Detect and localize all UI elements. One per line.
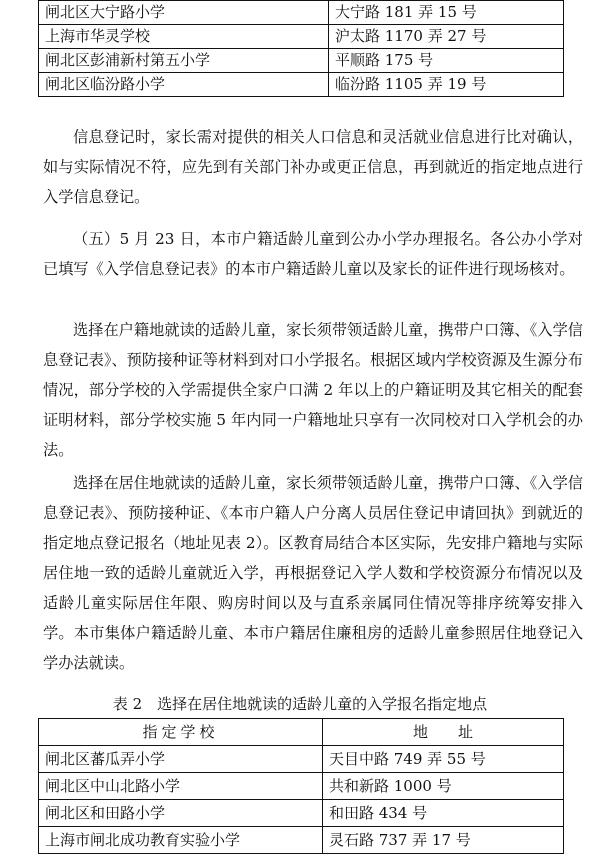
- school-address-cell: 临汾路 1105 弄 19 号: [329, 73, 564, 97]
- paragraph-household-registration: 选择在户籍地就读的适龄儿童，家长须带领适龄儿童，携带户口簿、《入学信息登记表》、预防接种证等材料到对口小学报名。根据区域内学校资源及生源分布情况，部分学校的入学需提供全家户口满 2 年以上的户籍证明及其它相关的配套证明材料，部分学校实施 5 年内同一户籍地址只享有一次同校对口入学机会的办法。: [43, 321, 583, 459]
- table-row: [39, 800, 564, 827]
- school-address-cell: 沪太路 1170 弄 27 号: [329, 25, 564, 49]
- school-address-cell: 大宁路 181 弄 15 号: [329, 1, 564, 25]
- column-header-address: 地址: [323, 719, 564, 746]
- paragraph-registration-date: （五）5 月 23 日，本市户籍适龄儿童到公办小学办理报名。各公办小学对已填写《入学信息登记表》的本市户籍适龄儿童以及家长的证件进行现场核对。: [43, 230, 583, 278]
- school-name-cell: 闸北区蕃瓜弄小学: [39, 746, 323, 773]
- table-row: [39, 73, 564, 97]
- school-address-cell: 共和新路 1000 号: [323, 773, 564, 800]
- school-name-cell: 上海市闸北成功教育实验小学: [39, 827, 323, 854]
- table-row: [39, 827, 564, 854]
- school-name-cell: 闸北区和田路小学: [39, 800, 323, 827]
- table-header-row: [39, 719, 564, 746]
- school-name-cell: 闸北区彭浦新村第五小学: [39, 49, 329, 73]
- school-address-table-2: [38, 718, 564, 854]
- paragraph-residence-registration: 选择在居住地就读的适龄儿童，家长须带领适龄儿童，携带户口簿、《入学信息登记表》、预防接种证、《本市户籍人户分离人员居住登记申请回执》到就近的指定地点登记报名（地址见表 2）。区教育局结合本区实际，先安排户籍地与实际居住地一致的适龄儿童就近入学，再根据登记入学人数和学校资源分布情况以及适龄儿童实际居住年限、购房时间以及与直系亲属同住情况等排序统筹安排入学。本市集体户籍适龄儿童、本市户籍居住廉租房的适龄儿童参照居住地登记入学办法就读。: [43, 474, 583, 672]
- school-address-cell: 天目中路 749 弄 55 号: [323, 746, 564, 773]
- table-row: [39, 746, 564, 773]
- school-name-cell: 闸北区大宁路小学: [39, 1, 329, 25]
- school-name-cell: 闸北区临汾路小学: [39, 73, 329, 97]
- table-row: [39, 49, 564, 73]
- school-address-cell: 灵石路 737 弄 17 号: [323, 827, 564, 854]
- school-address-table-1: [38, 0, 564, 97]
- table-row: [39, 1, 564, 25]
- table-row: [39, 25, 564, 49]
- column-header-school: 指定学校: [39, 719, 323, 746]
- school-name-cell: 上海市华灵学校: [39, 25, 329, 49]
- table-2-caption: 表 2 选择在居住地就读的适龄儿童的入学报名指定地点: [112, 695, 488, 713]
- school-address-cell: 平顺路 175 号: [329, 49, 564, 73]
- school-address-cell: 和田路 434 号: [323, 800, 564, 827]
- table-row: [39, 773, 564, 800]
- paragraph-info-check: 信息登记时，家长需对提供的相关人口信息和灵活就业信息进行比对确认，如与实际情况不符，应先到有关部门补办或更正信息，再到就近的指定地点进行入学信息登记。: [43, 128, 583, 206]
- school-name-cell: 闸北区中山北路小学: [39, 773, 323, 800]
